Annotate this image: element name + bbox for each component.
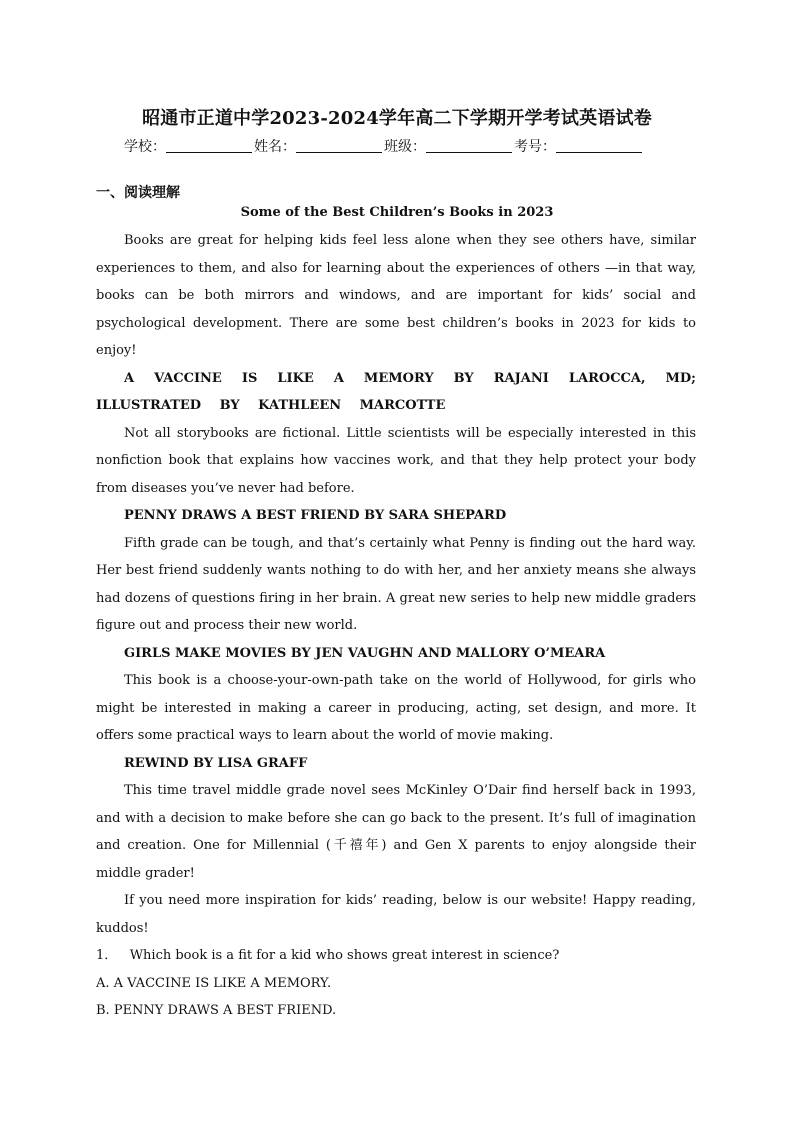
answer-option-a[interactable]: A. A VACCINE IS LIKE A MEMORY. — [96, 975, 332, 991]
name-label: 姓名： — [254, 139, 296, 155]
closing-paragraph: If you need more inspiration for kids’ reading, below is our website! Happy reading, kuddos! — [96, 893, 696, 936]
name-blank[interactable] — [296, 138, 382, 153]
book-description: Not all storybooks are fictional. Little scientists will be especially interested in this nonfiction book that explains how vaccines work, and that they help protect your body from diseases you’ve never had before. — [96, 425, 696, 496]
article-body — [96, 227, 696, 1025]
page-title: 昭通市正道中学2023-2024学年高二下学期开学考试英语试卷 — [142, 108, 652, 129]
answer-option-b[interactable]: B. PENNY DRAWS A BEST FRIEND. — [96, 1003, 337, 1018]
number-blank[interactable] — [556, 138, 642, 153]
intro-paragraph: Books are great for helping kids feel less alone when they see others have, similar experiences to them, and also for learning about the experiences of others —in that way, books can be both mirrors and windows, and are important for kids’ social and psychological development. There are some best children’s books in 2023 for kids to enjoy! — [96, 233, 696, 358]
number-label: 考号： — [514, 139, 556, 155]
student-info-line — [124, 136, 644, 156]
book-description: This book is a choose-your-own-path take on the world of Hollywood, for girls who might be interested in making a career in producing, acting, set design, and more. It offers some practical ways to learn about the world of movie making. — [96, 673, 696, 743]
book-description: Fifth grade can be tough, and that’s certainly what Penny is finding out the hard way. Her best friend suddenly wants nothing to do with her, and her anxiety means she always had dozens of questions firing in her brain. A great new series to help new middle graders figure out and process their new world. — [96, 535, 696, 633]
book-heading: PENNY DRAWS A BEST FRIEND BY SARA SHEPARD — [124, 508, 507, 523]
question-text: Which book is a fit for a kid who shows great interest in science? — [129, 948, 560, 963]
class-blank[interactable] — [426, 138, 512, 153]
question-number: 1． — [96, 948, 118, 963]
book-description: This time travel middle grade novel sees McKinley O’Dair find herself back in 1993, and with a decision to make before she can go back to the present. It’s full of imagination and creation. One for Millennial (千禧年) and Gen X parents to enjoy alongside their middle grader! — [96, 783, 696, 881]
class-label: 班级： — [384, 139, 426, 155]
question — [96, 942, 696, 970]
book-heading: REWIND BY LISA GRAFF — [124, 755, 308, 771]
book-heading: A VACCINE IS LIKE A MEMORY BY RAJANI LAROCCA, MD; ILLUSTRATED BY KATHLEEN MARCOTTE — [96, 370, 696, 413]
section-heading: 一、阅读理解 — [96, 185, 180, 201]
article-title: Some of the Best Children’s Books in 2023 — [240, 205, 554, 220]
school-label: 学校： — [124, 139, 166, 155]
school-blank[interactable] — [166, 138, 252, 153]
book-heading: GIRLS MAKE MOVIES BY JEN VAUGHN AND MALLORY O’MEARA — [124, 645, 606, 661]
